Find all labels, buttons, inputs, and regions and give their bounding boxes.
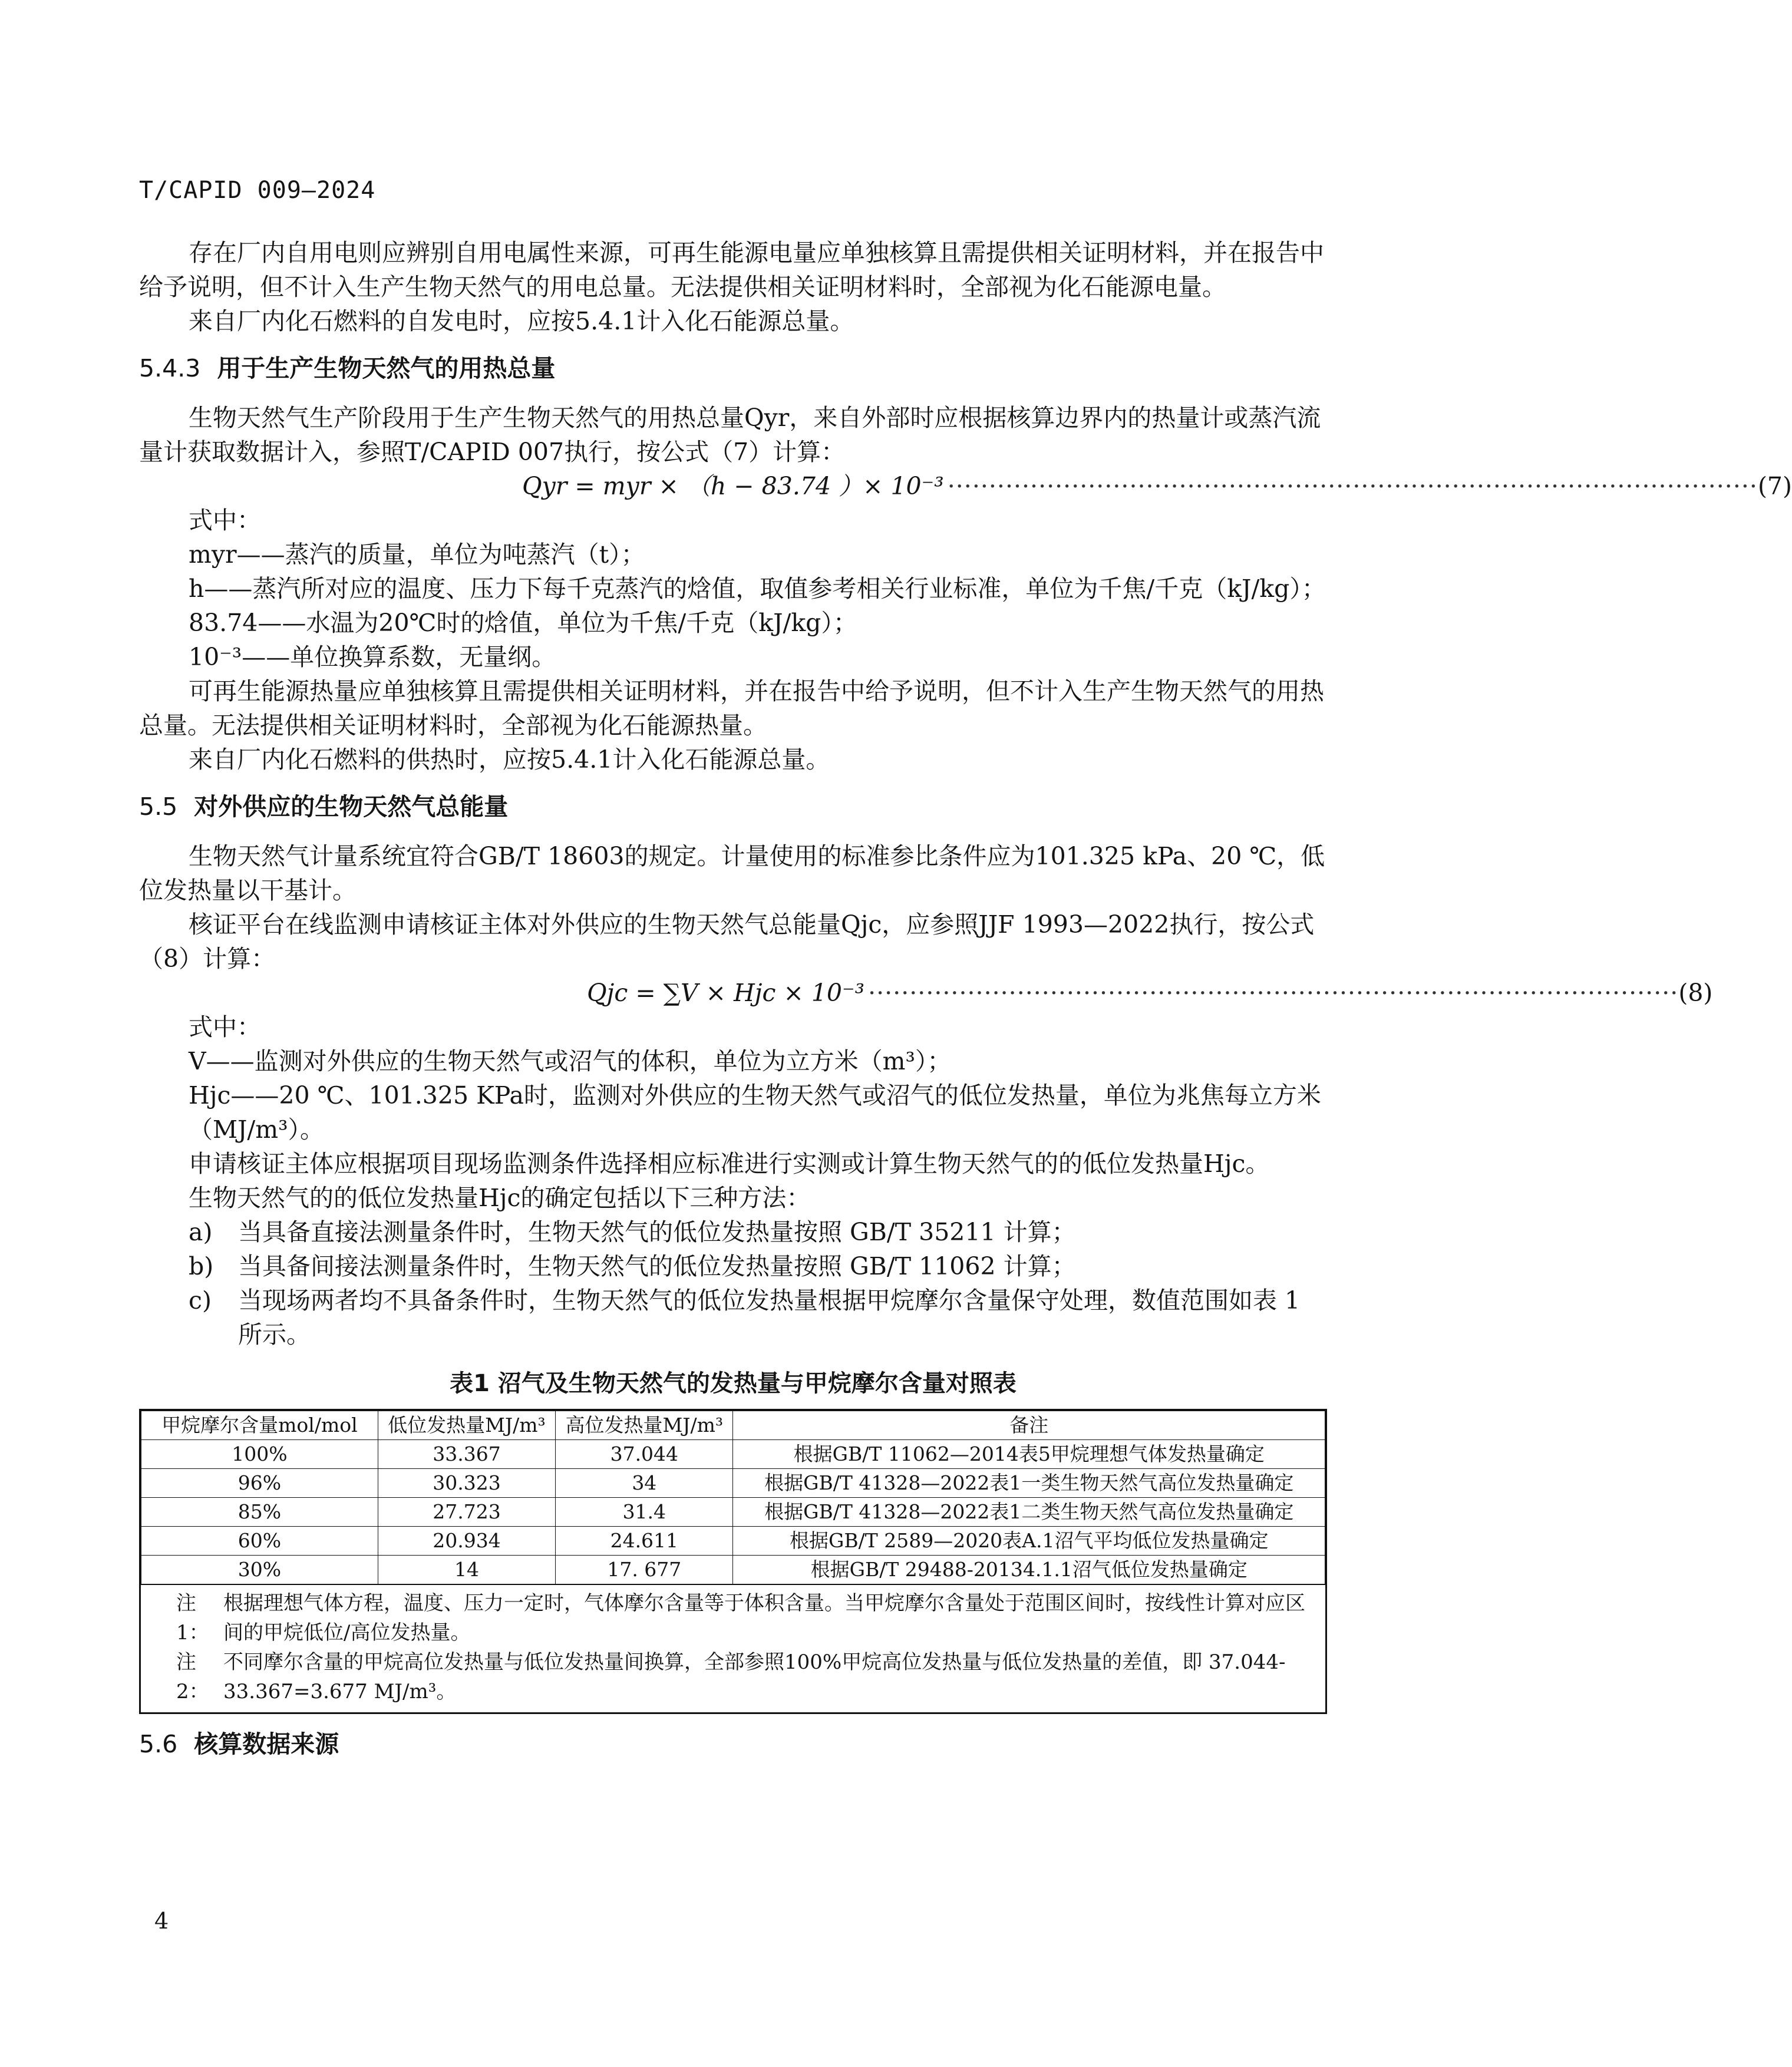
page-number: 4: [154, 1908, 169, 1934]
section-5-4-3-paragraph-2: 可再生能源热量应单独核算且需提供相关证明材料，并在报告中给予说明，但不计入生产生物天然气的用热总量。无法提供相关证明材料时，全部视为化石能源热量。: [139, 677, 1324, 739]
formula-number: (7): [1757, 472, 1792, 500]
section-5-5-paragraph-4: 生物天然气的的低位发热量Hjc的确定包括以下三种方法：: [189, 1184, 811, 1212]
table-row: [141, 1556, 1325, 1584]
table-header-row: [141, 1411, 1325, 1440]
table-cell: 根据GB/T 41328—2022表1一类生物天然气高位发热量确定: [733, 1469, 1325, 1498]
list-text: 当具备间接法测量条件时，生物天然气的低位发热量按照 GB/T 11062 计算；: [238, 1252, 1076, 1280]
table-notes: [141, 1584, 1325, 1712]
where-label: 式中：: [189, 1013, 261, 1041]
formula-leader-dots: ··································································································: [947, 472, 1758, 500]
section-title: 核算数据来源: [194, 1730, 339, 1758]
table-cell: 根据GB/T 11062—2014表5甲烷理想气体发热量确定: [733, 1440, 1325, 1469]
list-marker: b): [189, 1252, 214, 1280]
table-cell: 根据GB/T 2589—2020表A.1沼气平均低位发热量确定: [733, 1527, 1325, 1556]
definition-item: Hjc——20 ℃、101.325 KPa时，监测对外供应的生物天然气或沼气的低位发热量，单位为兆焦每立方米（MJ/m³）。: [189, 1081, 1321, 1144]
table-cell: 20.934: [378, 1527, 555, 1556]
column-header: 高位发热量MJ/m³: [556, 1411, 733, 1440]
formula-expression: Qyr = myr × （h − 83.74 ）× 10⁻³: [522, 472, 944, 500]
where-label: 式中：: [189, 506, 261, 534]
note-text: 不同摩尔含量的甲烷高位发热量与低位发热量间换算，全部参照100%甲烷高位发热量与低位发热量的差值，即 37.044-33.367=3.677 MJ/m³。: [223, 1650, 1286, 1703]
table-cell: 31.4: [556, 1498, 733, 1527]
table-cell: 27.723: [378, 1498, 555, 1527]
method-item-c: [139, 1283, 1327, 1352]
table-cell: 96%: [141, 1469, 378, 1498]
column-header: 备注: [733, 1411, 1325, 1440]
table-note-2: [176, 1647, 1319, 1706]
column-header: 甲烷摩尔含量mol/mol: [141, 1411, 378, 1440]
section-5-5-heading: [139, 790, 1327, 824]
table-row: [141, 1498, 1325, 1527]
table-row: [141, 1527, 1325, 1556]
table-cell: 37.044: [556, 1440, 733, 1469]
section-5-6-heading: [139, 1727, 1327, 1761]
section-number: 5.4.3: [139, 354, 201, 382]
definition-item: h——蒸汽所对应的温度、压力下每千克蒸汽的焓值，取值参考相关行业标准，单位为千焦/千克（kJ/kg）；: [189, 574, 1326, 603]
intro-paragraph-1: 存在厂内自用电则应辨别自用电属性来源，可再生能源电量应单独核算且需提供相关证明材料，并在报告中给予说明，但不计入生产生物天然气的用电总量。无法提供相关证明材料时，全部视为化石能源电量。: [139, 239, 1324, 301]
list-text: 当具备直接法测量条件时，生物天然气的低位发热量按照 GB/T 35211 计算；: [238, 1218, 1076, 1246]
intro-paragraph-2: 来自厂内化石燃料的自发电时，应按5.4.1计入化石能源总量。: [189, 307, 854, 335]
table-cell: 100%: [141, 1440, 378, 1469]
definition-item: 83.74——水温为20℃时的焓值，单位为千焦/千克（kJ/kg）；: [189, 609, 857, 637]
table-cell: 14: [378, 1556, 555, 1584]
formula-7: [139, 469, 1792, 503]
standard-code-header: T/CAPID 009—2024: [139, 177, 376, 204]
list-marker: c): [189, 1286, 212, 1315]
definition-item: 10⁻³——单位换算系数，无量纲。: [189, 643, 556, 671]
table-cell: 根据GB/T 41328—2022表1二类生物天然气高位发热量确定: [733, 1498, 1325, 1527]
formula-8: [139, 976, 1713, 1010]
table-cell: 30%: [141, 1556, 378, 1584]
formula-expression: Qjc = ∑V × Hjc × 10⁻³: [587, 979, 865, 1007]
table-cell: 24.611: [556, 1527, 733, 1556]
table-cell: 根据GB/T 29488-20134.1.1沼气低位发热量确定: [733, 1556, 1325, 1584]
table-1-caption: 表1 沼气及生物天然气的发热量与甲烷摩尔含量对照表: [450, 1370, 1017, 1397]
calorific-value-table: [141, 1411, 1325, 1584]
table-cell: 60%: [141, 1527, 378, 1556]
definition-item: myr——蒸汽的质量，单位为吨蒸汽（t）；: [189, 540, 645, 569]
formula-leader-dots: ··································································································: [868, 979, 1679, 1007]
section-5-4-3-paragraph-1: 生物天然气生产阶段用于生产生物天然气的用热总量Qyr，来自外部时应根据核算边界内的热量计或蒸汽流量计获取数据计入，参照T/CAPID 007执行，按公式（7）计算：: [139, 404, 1321, 466]
table-row: [141, 1469, 1325, 1498]
table-cell: 17. 677: [556, 1556, 733, 1584]
table-cell: 85%: [141, 1498, 378, 1527]
table-1: [139, 1409, 1327, 1714]
table-cell: 34: [556, 1469, 733, 1498]
section-title: 用于生产生物天然气的用热总量: [217, 354, 556, 382]
table-cell: 33.367: [378, 1440, 555, 1469]
section-number: 5.6: [139, 1730, 178, 1758]
definition-item: V——监测对外供应的生物天然气或沼气的体积，单位为立方米（m³）；: [189, 1047, 952, 1075]
section-title: 对外供应的生物天然气总能量: [194, 793, 509, 821]
method-item-a: [139, 1215, 1327, 1249]
section-number: 5.5: [139, 793, 178, 821]
section-5-5-paragraph-1: 生物天然气计量系统宜符合GB/T 18603的规定。计量使用的标准参比条件应为101.325 kPa、20 ℃，低位发热量以干基计。: [139, 842, 1325, 904]
method-item-b: [139, 1249, 1327, 1283]
section-5-4-3-heading: [139, 351, 1327, 385]
note-label: 注2：: [176, 1650, 209, 1703]
section-5-4-3-paragraph-3: 来自厂内化石燃料的供热时，应按5.4.1计入化石能源总量。: [189, 745, 830, 774]
section-5-5-paragraph-3: 申请核证主体应根据项目现场监测条件选择相应标准进行实测或计算生物天然气的的低位发热量Hjc。: [189, 1150, 1270, 1178]
formula-number: (8): [1678, 979, 1713, 1007]
column-header: 低位发热量MJ/m³: [378, 1411, 555, 1440]
page-content: [139, 236, 1792, 1777]
table-note-1: [176, 1589, 1319, 1647]
list-text: 当现场两者均不具备条件时，生物天然气的低位发热量根据甲烷摩尔含量保守处理，数值范围如表 1 所示。: [238, 1286, 1301, 1349]
list-marker: a): [189, 1218, 213, 1246]
section-5-5-paragraph-2: 核证平台在线监测申请核证主体对外供应的生物天然气总能量Qjc，应参照JJF 1993—2022执行，按公式（8）计算：: [139, 910, 1315, 973]
note-text: 根据理想气体方程，温度、压力一定时，气体摩尔含量等于体积含量。当甲烷摩尔含量处于范围区间时，按线性计算对应区间的甲烷低位/高位发热量。: [223, 1591, 1305, 1645]
table-cell: 30.323: [378, 1469, 555, 1498]
note-label: 注1：: [176, 1591, 209, 1645]
table-row: [141, 1440, 1325, 1469]
